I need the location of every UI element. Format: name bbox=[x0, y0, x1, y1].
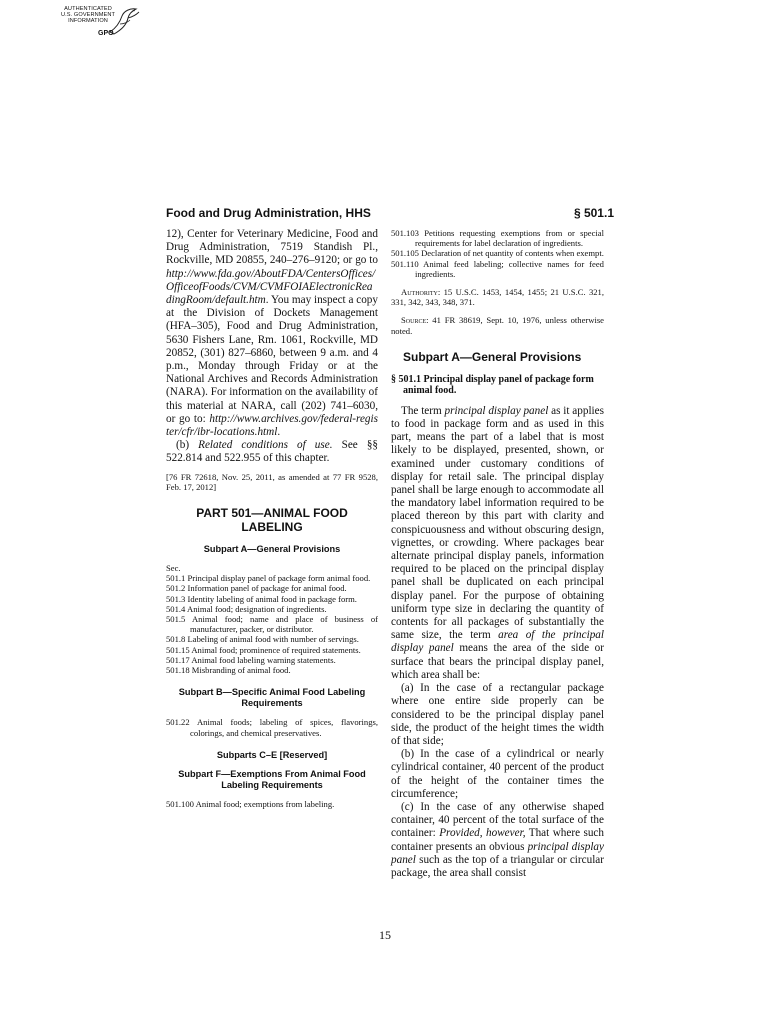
defined-term: principal display panel bbox=[391, 840, 604, 866]
paragraph-principal-display-panel bbox=[391, 405, 604, 682]
toc-section-number: 501.18 bbox=[166, 665, 190, 676]
amendment-citation: [76 FR 72618, Nov. 25, 2011, as amended at 77 FR 9528, Feb. 17, 2012] bbox=[166, 471, 378, 492]
source-label: Source bbox=[401, 315, 427, 326]
toc-section-number: 501.1 bbox=[166, 573, 186, 584]
toc-entry bbox=[166, 634, 378, 644]
gpo-authentication-logo bbox=[58, 6, 142, 50]
toc-entry bbox=[166, 604, 378, 614]
toc-entry bbox=[166, 655, 378, 665]
subpart-f-heading: Subpart F—Exemptions From Animal Food Labeling Requirements bbox=[178, 768, 366, 790]
left-column bbox=[166, 228, 378, 809]
part-title: PART 501—ANIMAL FOOD LABELING bbox=[196, 506, 348, 535]
toc-entry bbox=[391, 228, 604, 248]
archives-link[interactable]: http://www.archives.gov/federal-register/cfr/ibr-locations.html bbox=[166, 412, 378, 439]
toc-section-number: 501.4 bbox=[166, 603, 186, 614]
toc-section-number: 501.103 bbox=[391, 228, 419, 238]
toc-section-number: 501.5 bbox=[166, 614, 186, 625]
logo-line-2: U.S. GOVERNMENT bbox=[60, 12, 116, 19]
source-text: : 41 FR 38619, Sept. 10, 1976, unless otherwise noted. bbox=[391, 315, 604, 336]
toc-entry bbox=[166, 799, 378, 809]
paragraph-text: such as the top of a triangular or circular package, the area shall consist bbox=[391, 853, 604, 879]
paragraph-text: That where such container presents an obvious bbox=[391, 827, 604, 853]
table-of-contents-subpart-f-continued bbox=[391, 228, 604, 279]
toc-entry bbox=[166, 665, 378, 675]
paragraph-b: (b) In the case of a cylindrical or nearly cylindrical container, 40 percent of the product of the height of the container times the circumference; bbox=[391, 748, 604, 800]
toc-section-title: Animal food; prominence of required statements. bbox=[191, 644, 361, 655]
table-of-contents-subpart-a bbox=[166, 573, 378, 675]
toc-section-number: 501.100 bbox=[166, 798, 194, 809]
defined-term: area of the principal display panel bbox=[391, 629, 604, 655]
paragraph-text: means the area of the side or surface that bears the principal display panel, which area shall be: bbox=[391, 642, 604, 681]
toc-section-title: Information panel of package for animal food. bbox=[187, 583, 347, 594]
toc-section-number: 501.22 bbox=[166, 717, 190, 728]
subpart-b-heading: Subpart B—Specific Animal Food Labeling Requirements bbox=[178, 687, 366, 709]
toc-section-title: Principal display panel of package form animal food. bbox=[187, 573, 371, 584]
toc-entry bbox=[166, 717, 378, 737]
toc-section-number: 501.8 bbox=[166, 634, 186, 645]
toc-entry bbox=[166, 614, 378, 634]
toc-entry bbox=[166, 583, 378, 593]
subpart-a-heading: Subpart A—General Provisions bbox=[203, 544, 341, 555]
toc-section-number: 501.105 bbox=[391, 248, 419, 259]
toc-entry bbox=[166, 594, 378, 604]
paragraph-related-conditions bbox=[166, 439, 378, 465]
paragraph-heading: Related conditions of use. bbox=[198, 439, 333, 452]
toc-section-title: Animal feed labeling; collective names for feed ingredients. bbox=[415, 258, 604, 279]
defined-term: principal display panel bbox=[444, 404, 549, 417]
toc-section-number: 501.3 bbox=[166, 593, 186, 604]
paragraph-c bbox=[391, 801, 604, 880]
logo-line-1: AUTHENTICATED bbox=[64, 6, 112, 12]
right-column bbox=[391, 228, 604, 880]
toc-section-title: Declaration of net quantity of contents when exempt. bbox=[421, 248, 604, 259]
toc-entry bbox=[166, 573, 378, 583]
toc-entry bbox=[391, 248, 604, 258]
authority-label: Authority bbox=[401, 287, 438, 298]
paragraph-incorporation bbox=[166, 228, 378, 439]
paragraph-text: . bbox=[277, 426, 281, 439]
subparts-c-e-heading: Subparts C–E [Reserved] bbox=[216, 749, 328, 760]
authority-note bbox=[391, 287, 604, 307]
fda-link[interactable]: http://www.fda.gov/AboutFDA/CentersOffices/OfficeofFoods/CVM/CVMFOIAElectronicReadingRoom/default.htm bbox=[166, 267, 376, 307]
toc-section-title: Animal food; name and place of business of manufacturer, packer, or distributor. bbox=[190, 614, 378, 635]
table-of-contents-subpart-f bbox=[166, 799, 378, 809]
subpart-a-heading-main: Subpart A—General Provisions bbox=[403, 349, 582, 364]
toc-section-number: 501.17 bbox=[166, 654, 190, 665]
authority-text: : 15 U.S.C. 1453, 1454, 1455; 21 U.S.C. 321, 331, 342, 343, 348, 371. bbox=[391, 287, 604, 308]
paragraph-text: (c) In the case of any otherwise shaped container, 40 percent of the total surface of the container: bbox=[391, 800, 604, 840]
table-of-contents-subpart-b bbox=[166, 717, 378, 737]
proviso: Provided, however, bbox=[439, 827, 526, 840]
paragraph-text: See §§ 522.814 and 522.955 of this chapter. bbox=[166, 439, 379, 465]
source-note bbox=[391, 315, 604, 335]
running-head-agency: Food and Drug Administration, HHS bbox=[166, 206, 371, 220]
paragraph-text: as it applies to food in package form and as used in this part, means the part of a label that is most likely to be displayed, presented, shown, or examined under customary conditions of display for retail sale. The principal display panel shall be large enough to accommodate all the mandatory label information required to be placed thereon by this part with clarity and conspicuousness and without obscuring design, vignettes, or crowding. Where packages bear alternate principal display panels, information required to be placed on the principal display panel shall be duplicated on each principal display panel. For the purpose of obtaining uniform type size in declaring the quantity of contents for all packages of substantially the same size, the term bbox=[391, 404, 604, 642]
toc-entry bbox=[166, 645, 378, 655]
logo-line-3: INFORMATION bbox=[68, 18, 108, 25]
sec-label: Sec. bbox=[166, 563, 181, 574]
paragraph-text: . You may inspect a copy at the Division of Dockets Management (HFA–305), Food and Drug Administration, 5630 Fishers Lane, Rm. 1061, Rockville, MD 20852, (301) 827–6860, between 9 a.m. and 4 p.m., Monday through Friday or at the National Archives and Records Administration (NARA). For information on the availability of this material at NARA, call (202) 741–6030, or go to: bbox=[166, 294, 378, 425]
toc-section-title: Animal foods; labeling of spices, flavorings, colorings, and chemical preservatives. bbox=[190, 717, 378, 738]
toc-section-number: 501.110 bbox=[391, 258, 419, 269]
toc-section-title: Animal food; designation of ingredients. bbox=[187, 603, 327, 614]
toc-section-title: Petitions requesting exemptions from or special requirements for label declaration of ingredients. bbox=[415, 228, 604, 249]
section-501-1-heading: § 501.1 Principal display panel of package form animal food. bbox=[391, 373, 594, 397]
toc-section-title: Misbranding of animal food. bbox=[191, 665, 291, 676]
toc-entry bbox=[391, 259, 604, 279]
paragraph-a: (a) In the case of a rectangular package where one entire side properly can be considered to be the principal display panel side, the product of the height times the width of that side; bbox=[391, 682, 604, 747]
toc-section-title: Animal food labeling warning statements. bbox=[191, 654, 336, 665]
logo-gpo-mark: GPO bbox=[98, 30, 114, 37]
toc-section-number: 501.15 bbox=[166, 644, 190, 655]
running-head-section: § 501.1 bbox=[573, 206, 614, 220]
page-number: 15 bbox=[379, 928, 391, 942]
paragraph-text: 12), Center for Veterinary Medicine, Food and Drug Administration, 7519 Standish Pl., Rockville, MD 20855, 240–276–9120; or go to bbox=[166, 228, 378, 267]
toc-section-title: Labeling of animal food with number of servings. bbox=[187, 634, 359, 645]
paragraph-label: (b) bbox=[176, 439, 199, 452]
paragraph-text: The term bbox=[401, 404, 445, 417]
toc-section-number: 501.2 bbox=[166, 583, 186, 594]
toc-section-title: Animal food; exemptions from labeling. bbox=[195, 798, 335, 809]
toc-section-title: Identity labeling of animal food in package form. bbox=[187, 593, 357, 604]
